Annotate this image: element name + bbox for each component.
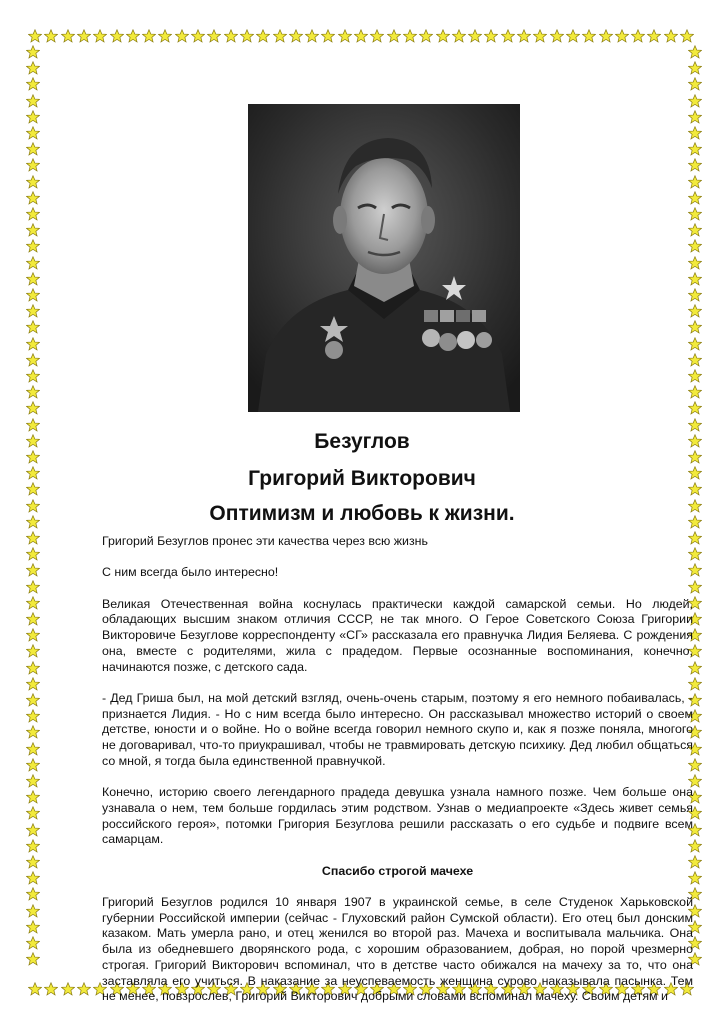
star-icon	[26, 855, 40, 869]
star-icon	[26, 515, 40, 529]
star-icon	[26, 418, 40, 432]
star-icon	[321, 29, 335, 43]
star-icon	[370, 29, 384, 43]
section-paragraph: Григорий Безуглов родился 10 января 1907 в украинской семье, в селе Студенок Харьковской губернии Российской империи (сейчас - Глуховский район Сумской области). Его отец был донским казаком. Мать умерла рано, и отец женился во второй раз. Мачеха и воспитывала мальчика. Она была из обедневшего дворянского рода, с хорошим образованием, добрая, но порой чрезмерно строгая. Григорий Викторович вспоминал, что в детстве часто обижался на мачеху за то, что она заставляла его учиться. В наказание за неуспеваемость женщина сурово наказывала пасынка. Тем не менее, повзрослев, Григорий Викторович добрыми словами вспоминал мачеху. Своим детям и	[102, 895, 693, 1004]
star-icon	[436, 29, 450, 43]
star-icon	[517, 29, 531, 43]
intro-line-1: Григорий Безуглов пронес эти качества через всю жизнь	[102, 534, 428, 548]
section-heading: Спасибо строгой мачехе	[321, 863, 474, 878]
star-icon	[77, 982, 91, 996]
star-icon	[468, 29, 482, 43]
star-icon	[26, 304, 40, 318]
star-icon	[688, 482, 702, 496]
star-icon	[26, 742, 40, 756]
star-icon	[26, 450, 40, 464]
star-icon	[26, 709, 40, 723]
star-icon	[688, 320, 702, 334]
star-icon	[688, 499, 702, 513]
star-icon	[688, 515, 702, 529]
star-icon	[550, 29, 564, 43]
star-icon	[26, 531, 40, 545]
star-icon	[175, 29, 189, 43]
star-icon	[664, 29, 678, 43]
star-icon	[26, 563, 40, 577]
star-icon	[688, 223, 702, 237]
star-icon	[26, 628, 40, 642]
star-icon	[26, 466, 40, 480]
star-icon	[26, 725, 40, 739]
star-icon	[26, 239, 40, 253]
article-headline: Оптимизм и любовь к жизни.	[209, 502, 515, 525]
star-icon	[615, 29, 629, 43]
star-border-left	[25, 0, 41, 1024]
star-icon	[26, 758, 40, 772]
star-icon	[688, 288, 702, 302]
star-icon	[501, 29, 515, 43]
star-icon	[26, 158, 40, 172]
star-icon	[26, 904, 40, 918]
star-icon	[26, 596, 40, 610]
star-icon	[26, 353, 40, 367]
star-icon	[26, 806, 40, 820]
star-icon	[354, 29, 368, 43]
star-icon	[26, 175, 40, 189]
star-icon	[403, 29, 417, 43]
star-icon	[26, 142, 40, 156]
star-icon	[688, 239, 702, 253]
star-icon	[26, 952, 40, 966]
star-icon	[26, 94, 40, 108]
star-border-top	[0, 28, 724, 44]
star-icon	[26, 126, 40, 140]
star-icon	[452, 29, 466, 43]
star-icon	[599, 29, 613, 43]
star-icon	[256, 29, 270, 43]
star-icon	[26, 288, 40, 302]
star-icon	[26, 774, 40, 788]
star-icon	[26, 434, 40, 448]
star-icon	[110, 29, 124, 43]
star-icon	[44, 982, 58, 996]
star-icon	[688, 191, 702, 205]
star-icon	[77, 29, 91, 43]
star-icon	[289, 29, 303, 43]
star-icon	[688, 353, 702, 367]
star-icon	[688, 256, 702, 270]
star-icon	[26, 223, 40, 237]
star-icon	[688, 418, 702, 432]
star-icon	[484, 29, 498, 43]
star-icon	[26, 677, 40, 691]
star-icon	[26, 871, 40, 885]
star-icon	[26, 661, 40, 675]
star-icon	[419, 29, 433, 43]
star-icon	[688, 175, 702, 189]
star-icon	[688, 61, 702, 75]
star-icon	[26, 612, 40, 626]
star-icon	[688, 272, 702, 286]
star-icon	[688, 126, 702, 140]
star-icon	[688, 434, 702, 448]
star-icon	[688, 45, 702, 59]
paragraph-2: - Дед Гриша был, на мой детский взгляд, очень-очень старым, поэтому я его немного побаивалась, - признается Лидия. - Но с ним всегда было интересно. Он рассказывал множество историй о своем детстве, юности и о войне. Но о войне всегда говорил немного скупо и, как я позже поняла, многого не договаривал, что-то приукрашивал, чтобы не травмировать детскую психику. Дед любил общаться со мной, я тогда была единственной правнучкой.	[102, 690, 693, 768]
star-icon	[158, 29, 172, 43]
star-icon	[93, 29, 107, 43]
star-icon	[61, 982, 75, 996]
star-icon	[26, 920, 40, 934]
star-icon	[688, 450, 702, 464]
star-icon	[688, 94, 702, 108]
star-icon	[26, 110, 40, 124]
star-icon	[688, 304, 702, 318]
star-icon	[26, 61, 40, 75]
person-full-name: Григорий Викторович	[248, 467, 476, 490]
article-body	[102, 534, 693, 1005]
star-icon	[688, 401, 702, 415]
star-icon	[240, 29, 254, 43]
star-icon	[61, 29, 75, 43]
person-surname: Безуглов	[314, 430, 410, 453]
paragraph-1: Великая Отечественная война коснулась практически каждой самарской семьи. Но людей, обладающих высшим знаком отличия СССР, не так много. О Герое Советского Союза Григории Викторовиче Безуглове корреспонденту «СГ» рассказала его правнучка Лидия Беляева. С рождения она, вместе с родителями, жила с прадедом. Первые осознанные воспоминания, конечно, начинаются позже, с детского сада.	[102, 596, 693, 674]
star-icon	[26, 499, 40, 513]
star-icon	[273, 29, 287, 43]
star-icon	[126, 29, 140, 43]
star-icon	[631, 29, 645, 43]
star-icon	[26, 207, 40, 221]
star-icon	[26, 191, 40, 205]
star-icon	[688, 77, 702, 91]
star-icon	[26, 401, 40, 415]
star-icon	[688, 142, 702, 156]
star-icon	[566, 29, 580, 43]
star-icon	[647, 29, 661, 43]
star-icon	[688, 207, 702, 221]
star-icon	[26, 482, 40, 496]
star-icon	[26, 256, 40, 270]
star-icon	[26, 693, 40, 707]
star-icon	[338, 29, 352, 43]
star-icon	[224, 29, 238, 43]
star-icon	[26, 547, 40, 561]
star-icon	[26, 936, 40, 950]
intro-line-2: С ним всегда было интересно!	[102, 565, 279, 580]
star-icon	[26, 790, 40, 804]
star-icon	[688, 337, 702, 351]
star-icon	[26, 320, 40, 334]
star-icon	[533, 29, 547, 43]
star-icon	[26, 369, 40, 383]
star-icon	[582, 29, 596, 43]
star-icon	[305, 29, 319, 43]
star-icon	[26, 644, 40, 658]
star-icon	[207, 29, 221, 43]
paragraph-3: Конечно, историю своего легендарного прадеда девушка узнала намного позже. Чем больше она узнавала о нем, тем больше гордилась этим родством. Узнав о медиапроекте «Здесь живет семья российского героя», потомки Григория Безуглова решили рассказать о его судьбе и подвиге всем самарцам.	[102, 785, 693, 847]
star-icon	[26, 385, 40, 399]
star-icon	[688, 158, 702, 172]
star-icon	[142, 29, 156, 43]
star-icon	[688, 385, 702, 399]
star-icon	[26, 337, 40, 351]
star-icon	[26, 580, 40, 594]
star-icon	[26, 45, 40, 59]
star-icon	[688, 369, 702, 383]
star-icon	[26, 77, 40, 91]
star-icon	[688, 110, 702, 124]
star-icon	[26, 272, 40, 286]
star-icon	[44, 29, 58, 43]
star-icon	[387, 29, 401, 43]
star-icon	[26, 823, 40, 837]
star-icon	[26, 887, 40, 901]
star-icon	[26, 839, 40, 853]
star-icon	[688, 466, 702, 480]
portrait-photo	[248, 104, 520, 412]
star-icon	[191, 29, 205, 43]
